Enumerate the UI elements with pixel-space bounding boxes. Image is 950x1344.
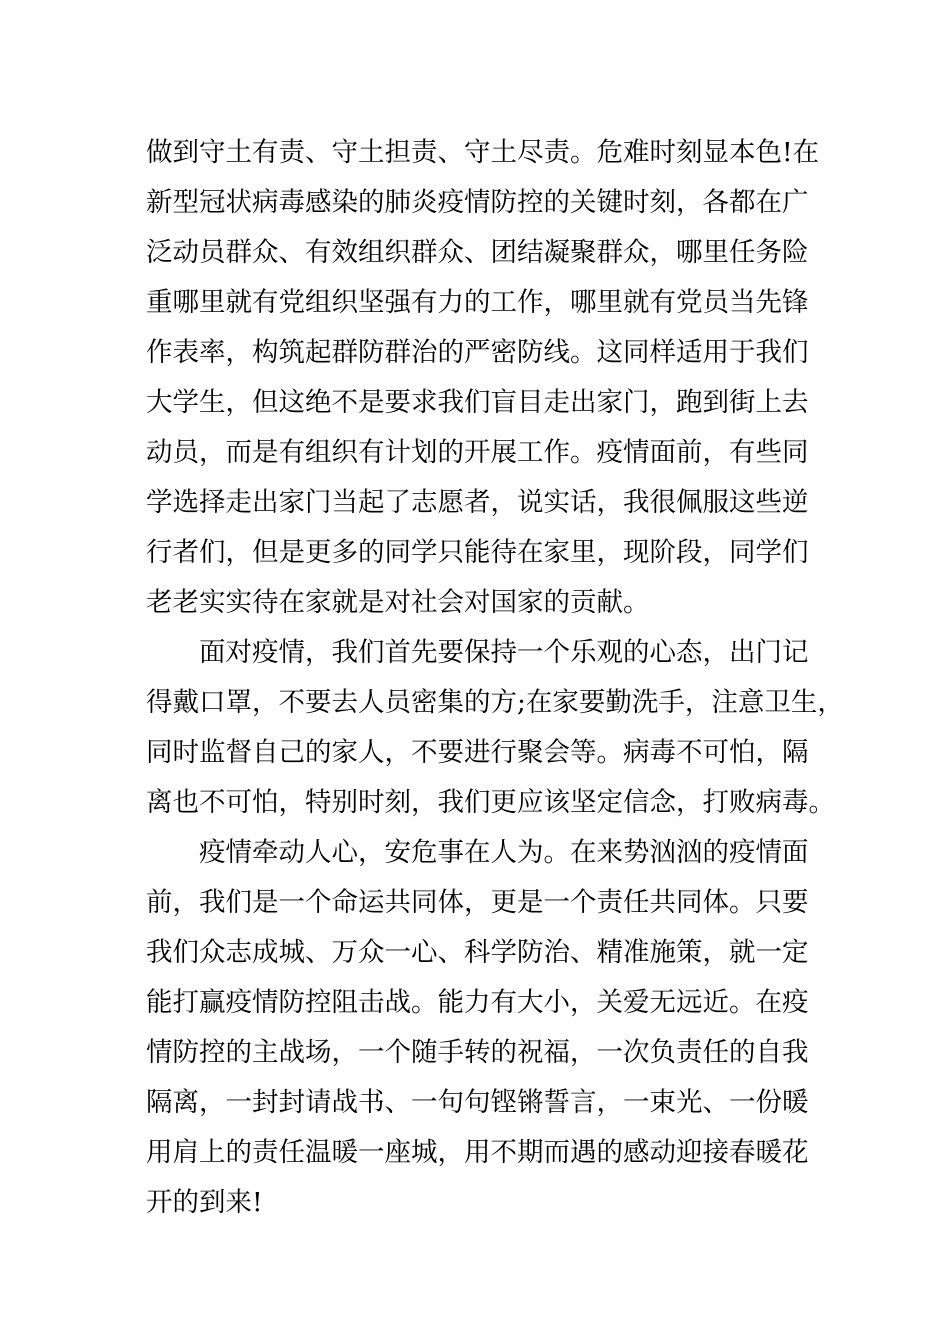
text-line: 学选择走出家门当起了志愿者，说实话，我很佩服这些逆 (146, 487, 809, 518)
text-line: 开的到来! (146, 1187, 263, 1218)
text-line: 疫情牵动人心，安危事在人为。在来势汹汹的疫情面 (199, 837, 809, 868)
text-line: 得戴口罩，不要去人员密集的方;在家要勤洗手，注意卫生， (146, 687, 844, 718)
text-line: 动员，而是有组织有计划的开展工作。疫情面前，有些同 (146, 437, 809, 468)
text-line: 老老实实待在家就是对社会对国家的贡献。 (146, 587, 650, 618)
text-line: 大学生，但这绝不是要求我们盲目走出家门，跑到街上去 (146, 387, 809, 418)
text-line: 离也不可怕，特别时刻，我们更应该坚定信念，打败病毒。 (146, 787, 835, 818)
text-line: 行者们，但是更多的同学只能待在家里，现阶段，同学们 (146, 537, 809, 568)
text-line: 作表率，构筑起群防群治的严密防线。这同样适用于我们 (146, 337, 809, 368)
paragraph-2 (146, 628, 844, 828)
document-body (146, 128, 844, 1228)
text-line: 用肩上的责任温暖一座城，用不期而遇的感动迎接春暖花 (146, 1137, 809, 1168)
text-line: 能打赢疫情防控阻击战。能力有大小，关爱无远近。在疫 (146, 987, 809, 1018)
text-line: 情防控的主战场，一个随手转的祝福，一次负责任的自我 (146, 1037, 809, 1068)
text-line: 做到守土有责、守土担责、守土尽责。危难时刻显本色!在 (146, 137, 820, 168)
text-line: 隔离，一封封请战书、一句句铿锵誓言，一束光、一份暖 (146, 1087, 809, 1118)
text-line: 泛动员群众、有效组织群众、团结凝聚群众，哪里任务险 (146, 237, 809, 268)
text-line: 我们众志成城、万众一心、科学防治、精准施策，就一定 (146, 937, 809, 968)
text-line: 重哪里就有党组织坚强有力的工作，哪里就有党员当先锋 (146, 287, 809, 318)
text-line: 面对疫情，我们首先要保持一个乐观的心态，出门记 (199, 637, 809, 668)
paragraph-3 (146, 828, 826, 1228)
text-line: 同时监督自己的家人，不要进行聚会等。病毒不可怕，隔 (146, 737, 809, 768)
text-line: 前，我们是一个命运共同体，更是一个责任共同体。只要 (146, 887, 809, 918)
text-line: 新型冠状病毒感染的肺炎疫情防控的关键时刻，各都在广 (146, 187, 809, 218)
paragraph-1 (146, 128, 826, 628)
